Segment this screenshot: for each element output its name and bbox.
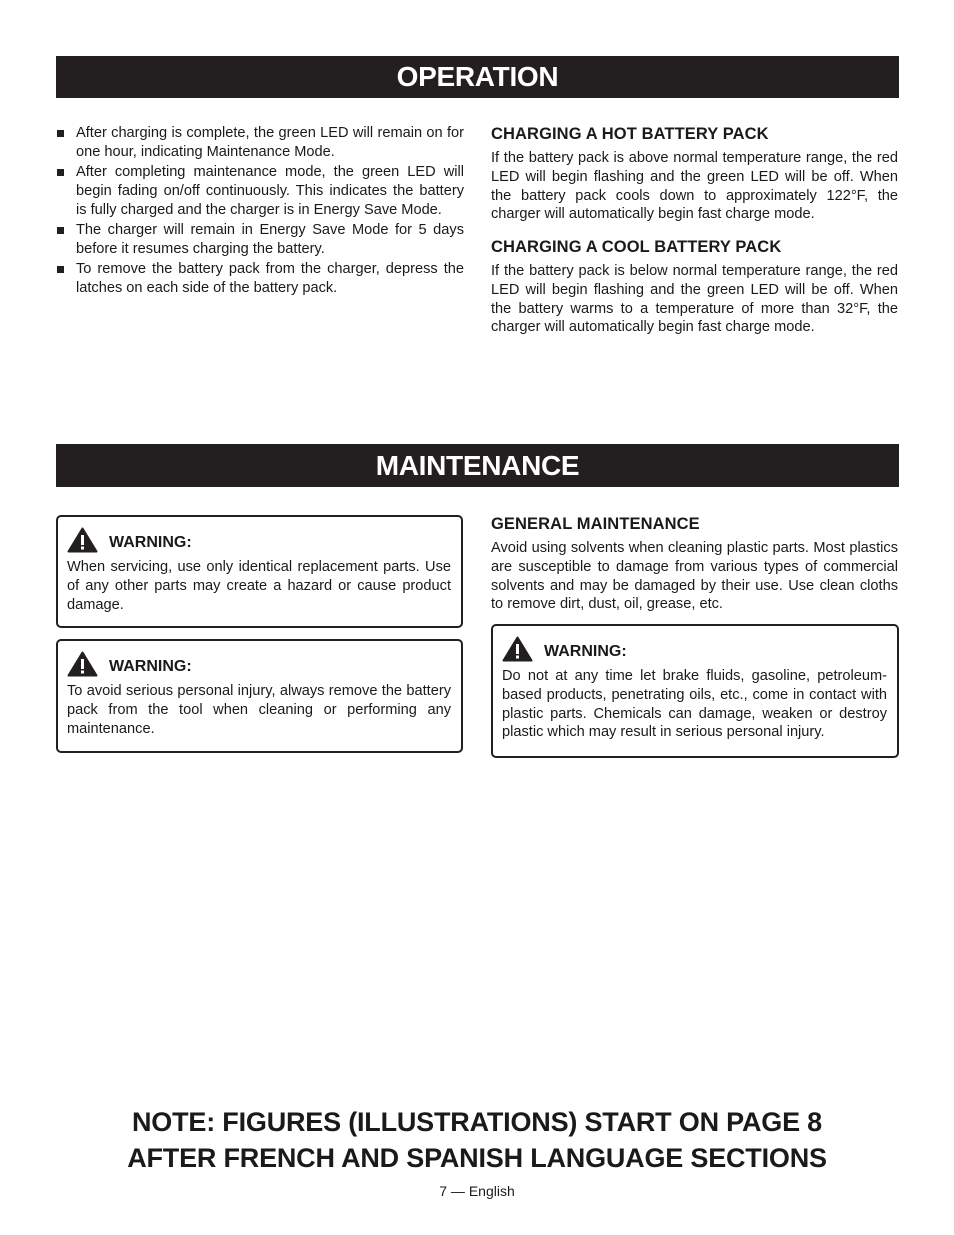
charging-hot-text: If the battery pack is above normal temperature range, the red LED will begin flashing and the green LED will be off. When the battery pack cools down to approximately 122°F, the charger will automatically begin fast charge mode.	[491, 150, 898, 223]
charging-hot-section	[491, 124, 898, 224]
warning-box	[56, 639, 463, 753]
warning-triangle-icon	[67, 651, 98, 677]
general-maintenance-heading: GENERAL MAINTENANCE	[491, 515, 700, 533]
bullet-square-icon	[57, 266, 64, 273]
bullet-square-icon	[57, 130, 64, 137]
list-item: After charging is complete, the green LED will remain on for one hour, indicating Maintenance Mode.	[56, 124, 464, 162]
page-footer: 7 — English	[439, 1183, 515, 1199]
bullet-square-icon	[57, 227, 64, 234]
maintenance-section-title: MAINTENANCE	[56, 444, 899, 487]
warning-text: To avoid serious personal injury, always remove the battery pack from the tool when cleaning or performing any maintenance.	[67, 683, 451, 737]
figures-note-line-2: AFTER FRENCH AND SPANISH LANGUAGE SECTIONS	[127, 1143, 827, 1173]
list-item: After completing maintenance mode, the green LED will begin fading on/off continuously. This indicates the battery is fully charged and the charger is in Energy Save Mode.	[56, 163, 464, 219]
charging-hot-heading: CHARGING A HOT BATTERY PACK	[491, 125, 769, 143]
warning-box	[56, 515, 463, 628]
general-maintenance-text: Avoid using solvents when cleaning plastic parts. Most plastics are susceptible to damage from various types of commercial solvents and may be damaged by their use. Use clean cloths to remove dirt, dust, oil, grease, etc.	[491, 540, 898, 613]
figures-note-line-1: NOTE: FIGURES (ILLUSTRATIONS) START ON PAGE 8	[132, 1107, 822, 1137]
operation-section-title: OPERATION	[56, 56, 899, 98]
warning-label: WARNING:	[109, 657, 192, 675]
list-item: To remove the battery pack from the charger, depress the latches on each side of the battery pack.	[56, 260, 464, 298]
general-maintenance-section	[491, 514, 898, 614]
operation-bullet-list	[56, 124, 464, 299]
figures-note	[0, 1104, 954, 1176]
warning-text: When servicing, use only identical replacement parts. Use of any other parts may create a hazard or cause product damage.	[67, 559, 451, 613]
warning-triangle-icon	[502, 636, 533, 662]
warning-box	[491, 624, 899, 758]
warning-label: WARNING:	[109, 533, 192, 551]
charging-cool-heading: CHARGING A COOL BATTERY PACK	[491, 238, 782, 256]
warning-label: WARNING:	[544, 642, 627, 660]
warning-text: Do not at any time let brake fluids, gasoline, petroleum-based products, penetrating oils, etc., come in contact with plastic parts. Chemicals can damage, weaken or destroy plastic which may result in serious personal injury.	[502, 668, 887, 741]
bullet-square-icon	[57, 169, 64, 176]
charging-cool-text: If the battery pack is below normal temperature range, the red LED will begin flashing and the green LED will be off. When the battery warms to a temperature of more than 32°F, the charger will automatically begin fast charge mode.	[491, 263, 898, 336]
warning-triangle-icon	[67, 527, 98, 553]
charging-cool-section	[491, 237, 898, 337]
list-item: The charger will remain in Energy Save Mode for 5 days before it resumes charging the battery.	[56, 221, 464, 259]
